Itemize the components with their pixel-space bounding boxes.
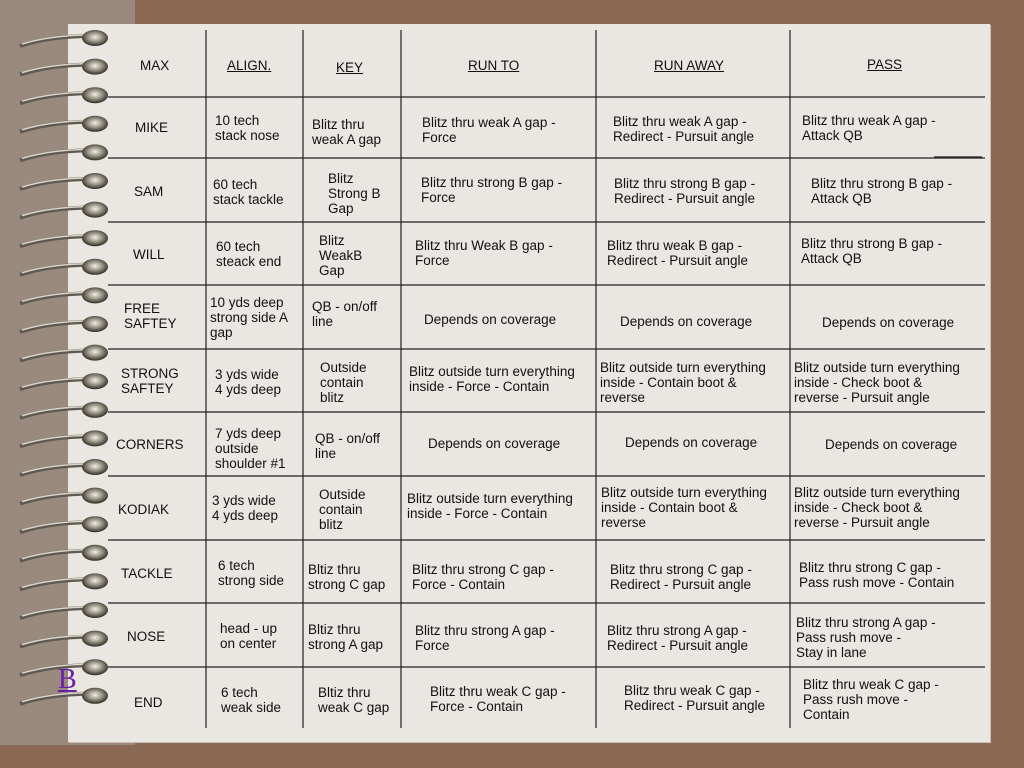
binding-hole [82, 144, 108, 160]
cell-pass: Blitz thru strong C gap - Pass rush move - Contain [799, 560, 955, 590]
binding-hole [82, 259, 108, 275]
cell-key: Outside contain blitz [320, 360, 367, 405]
cell-pass: Depends on coverage [822, 315, 955, 330]
cell-pass: Blitz outside turn everything inside - Check boot & reverse - Pursuit angle [794, 485, 960, 530]
cell-run-to: Blitz thru Weak B gap - Force [415, 238, 553, 268]
cell-pass: Blitz thru weak C gap - Pass rush move - Contain [803, 677, 939, 722]
cell-run-away: Blitz thru weak B gap - Redirect - Pursuit angle [607, 238, 749, 268]
binding-hole [82, 488, 108, 504]
binding-hole [82, 202, 108, 218]
footer-letter-link[interactable]: B [58, 664, 77, 695]
header-run-to: RUN TO [468, 58, 520, 73]
binding-hole [82, 573, 108, 589]
cell-align: 10 tech stack nose [215, 113, 280, 143]
cell-pass: Blitz thru strong B gap - Attack QB [811, 176, 953, 206]
cell-run-to: Depends on coverage [428, 436, 561, 451]
cell-pos: CORNERS [116, 437, 184, 452]
cell-run-to: Blitz thru weak C gap - Force - Contain [430, 684, 566, 714]
cell-align: 3 yds wide 4 yds deep [212, 493, 279, 523]
cell-align: 60 tech stack tackle [213, 177, 284, 207]
cell-key: QB - on/off line [315, 431, 381, 461]
cell-key: Outside contain blitz [319, 487, 366, 532]
cell-run-away: Blitz outside turn everything inside - Contain boot & reverse [600, 360, 766, 405]
binding-hole [82, 345, 108, 361]
cell-pos: WILL [133, 247, 165, 262]
cell-run-to: Blitz thru strong B gap - Force [421, 175, 563, 205]
cell-run-away: Blitz outside turn everything inside - Contain boot & reverse [601, 485, 767, 530]
header-max: MAX [140, 58, 170, 73]
cell-align: head - up on center [220, 621, 278, 651]
cell-run-to: Blitz outside turn everything inside - Force - Contain [407, 491, 573, 521]
cell-run-to: Blitz outside turn everything inside - Force - Contain [409, 364, 575, 394]
binding-hole [82, 287, 108, 303]
cell-pos: END [134, 695, 163, 710]
cell-key: Blitz Strong B Gap [328, 171, 381, 216]
cell-pos: STRONG SAFTEY [121, 366, 179, 396]
binding-hole [82, 316, 108, 332]
cell-pass: Blitz outside turn everything inside - Check boot & reverse - Pursuit angle [794, 360, 960, 405]
binding-hole [82, 516, 108, 532]
binding-hole [82, 659, 108, 675]
cell-run-to: Blitz thru weak A gap - Force [422, 115, 556, 145]
cell-align: 7 yds deep outside shoulder #1 [215, 426, 286, 471]
cell-pass: Blitz thru strong B gap - Attack QB [801, 236, 943, 266]
binding-hole [82, 545, 108, 561]
header-key: KEY [336, 60, 364, 75]
binding-hole [82, 30, 108, 46]
binding-hole [82, 430, 108, 446]
cell-pass: Blitz thru weak A gap - Attack QB [802, 113, 936, 143]
binding-hole [82, 87, 108, 103]
binding-hole [82, 373, 108, 389]
binding-hole [82, 402, 108, 418]
binding-hole [82, 59, 108, 75]
cell-key: QB - on/off line [312, 299, 378, 329]
cell-pos: SAM [134, 184, 164, 199]
cell-key: Bltiz thru weak C gap [318, 685, 390, 715]
cell-key: Bltiz thru strong A gap [308, 622, 384, 652]
binding-hole [82, 459, 108, 475]
cell-run-to: Blitz thru strong C gap - Force - Contain [412, 562, 554, 592]
header-run-away: RUN AWAY [654, 58, 725, 73]
cell-pos: NOSE [127, 629, 166, 644]
header-align: ALIGN. [227, 58, 272, 73]
binding-hole [82, 602, 108, 618]
cell-pass: Depends on coverage [825, 437, 958, 452]
cell-key: Blitz thru weak A gap [312, 117, 382, 147]
cell-run-away: Blitz thru strong B gap - Redirect - Pursuit angle [614, 176, 756, 206]
cell-align: 3 yds wide 4 yds deep [215, 367, 282, 397]
cell-pos: KODIAK [118, 502, 170, 517]
cell-align: 6 tech strong side [218, 558, 285, 588]
binding-hole [82, 173, 108, 189]
header-pass: PASS [867, 57, 903, 72]
binding-hole [82, 688, 108, 704]
cell-key: Blitz WeakB Gap [319, 233, 363, 278]
cell-run-away: Blitz thru strong C gap - Redirect - Pursuit angle [610, 562, 752, 592]
spiral-binding [0, 0, 120, 768]
cell-run-to: Blitz thru strong A gap - Force [415, 623, 555, 653]
cell-pass: Blitz thru strong A gap - Pass rush move - Stay in lane [796, 615, 936, 660]
binding-hole [82, 631, 108, 647]
cell-run-away: Blitz thru strong A gap - Redirect - Pursuit angle [607, 623, 749, 653]
cell-align: 6 tech weak side [221, 685, 282, 715]
binding-hole [82, 230, 108, 246]
binding-hole [82, 116, 108, 132]
cell-run-to: Depends on coverage [424, 312, 557, 327]
cell-pos: FREE SAFTEY [124, 301, 177, 331]
cell-run-away: Blitz thru weak A gap - Redirect - Pursuit angle [613, 114, 755, 144]
cell-align: 10 yds deep strong side A gap [210, 295, 289, 340]
cell-pos: MIKE [135, 120, 169, 135]
cell-run-away: Depends on coverage [620, 314, 753, 329]
cell-pos: TACKLE [121, 566, 173, 581]
cell-run-away: Blitz thru weak C gap - Redirect - Pursuit angle [624, 683, 766, 713]
cell-align: 60 tech steack end [216, 239, 282, 269]
cell-run-away: Depends on coverage [625, 435, 758, 450]
cell-key: Bltiz thru strong C gap [308, 562, 386, 592]
